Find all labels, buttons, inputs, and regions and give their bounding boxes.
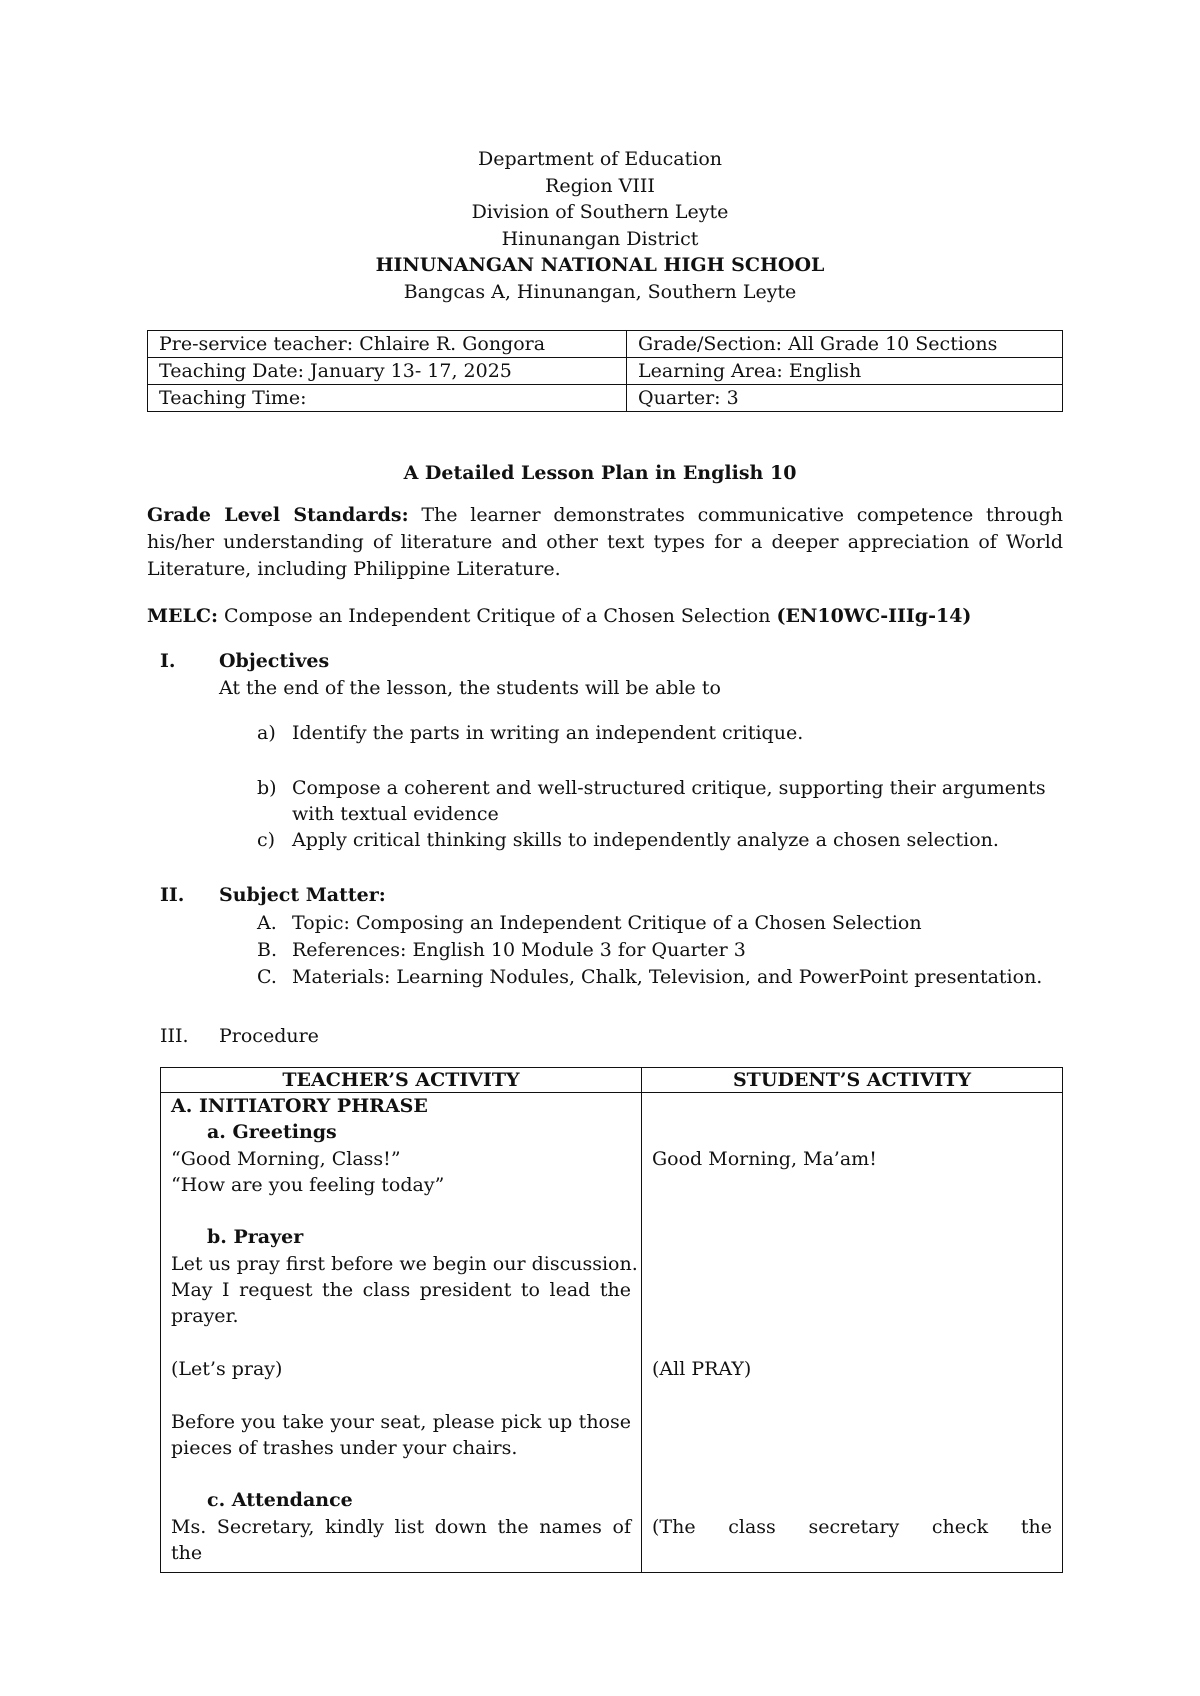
- grade-level-standards: [147, 502, 1063, 583]
- melc-code: (EN10WC-IIIg-14): [776, 605, 972, 627]
- lesson-plan-title: A Detailed Lesson Plan in English 10: [403, 462, 797, 484]
- teacher-cell: Pre-service teacher: Chlaire R. Gongora: [148, 331, 627, 358]
- subject-item-references: References: English 10 Module 3 for Quarter 3: [292, 939, 746, 961]
- grade-section-cell: Grade/Section: All Grade 10 Sections: [627, 331, 1063, 358]
- seat-instruction: pieces of trashes under your chairs.: [171, 1436, 518, 1459]
- district-name: Hinunangan District: [501, 227, 699, 250]
- initiatory-phase-heading: A. INITIATORY PHRASE: [171, 1095, 428, 1117]
- prayer-line: Let us pray first before we begin our discussion.: [171, 1252, 638, 1275]
- prayer-line: May I request the class president to lead the: [171, 1279, 631, 1302]
- teacher-activity-cell: [161, 1093, 642, 1573]
- objectives-intro: At the end of the lesson, the students will be able to: [219, 677, 721, 699]
- subject-item-materials: Materials: Learning Nodules, Chalk, Television, and PowerPoint presentation.: [292, 966, 1043, 988]
- attendance-heading: c. Attendance: [207, 1489, 353, 1512]
- teacher-activity-header: TEACHER’S ACTIVITY: [161, 1068, 642, 1093]
- attendance-line: Ms. Secretary, kindly list down the names of the: [171, 1515, 631, 1565]
- table-header-row: [161, 1068, 1063, 1093]
- objective-text-continued: with textual evidence: [292, 803, 499, 825]
- seat-instruction: Before you take your seat, please pick up those: [171, 1410, 631, 1433]
- objective-text: Apply critical thinking skills to independently analyze a chosen selection.: [292, 829, 999, 851]
- learning-area-cell: Learning Area: English: [627, 358, 1063, 385]
- objectives-heading: Objectives: [219, 650, 330, 672]
- letterhead: [0, 146, 1200, 305]
- objective-letter: b): [257, 777, 277, 799]
- table-row: [161, 1093, 1063, 1573]
- table-row: [148, 331, 1063, 358]
- objective-letter: a): [257, 722, 276, 744]
- teaching-time-cell: Teaching Time:: [148, 385, 627, 412]
- subject-matter-numeral: II.: [160, 884, 185, 906]
- pray-reply: (All PRAY): [652, 1357, 752, 1380]
- objectives-numeral: I.: [160, 650, 176, 672]
- subject-matter-heading: Subject Matter:: [219, 884, 386, 906]
- prayer-heading: b. Prayer: [207, 1226, 304, 1249]
- objective-text: Compose a coherent and well-structured critique, supporting their arguments: [292, 777, 1046, 799]
- melc-text: Compose an Independent Critique of a Chosen Selection: [218, 605, 777, 627]
- objective-letter: c): [257, 829, 276, 851]
- standards-label: Grade Level Standards:: [147, 504, 409, 526]
- table-row: [148, 385, 1063, 412]
- teaching-date-cell: Teaching Date: January 13- 17, 2025: [148, 358, 627, 385]
- prayer-line: prayer.: [171, 1305, 239, 1328]
- procedure-heading: Procedure: [219, 1025, 319, 1047]
- greetings-heading: a. Greetings: [207, 1121, 337, 1144]
- region-name: Region VIII: [545, 174, 655, 197]
- student-activity-cell: [642, 1093, 1063, 1573]
- procedure-table: [160, 1067, 1063, 1573]
- procedure-numeral: III.: [160, 1025, 189, 1047]
- teacher-info-table: [147, 330, 1063, 412]
- subject-letter: A.: [257, 912, 277, 934]
- subject-letter: C.: [257, 966, 277, 988]
- greeting-line: “How are you feeling today”: [171, 1173, 445, 1196]
- greeting-reply: Good Morning, Ma’am!: [652, 1147, 877, 1170]
- standards-text: The learner demonstrates communicative competence through his/her understanding of literature and other text types for a deeper appreciation of World Literature, including Philippine Literature.: [147, 504, 1063, 580]
- student-activity-header: STUDENT’S ACTIVITY: [642, 1068, 1063, 1093]
- table-row: [148, 358, 1063, 385]
- department-name: Department of Education: [478, 148, 722, 170]
- greeting-line: “Good Morning, Class!”: [171, 1147, 401, 1170]
- school-name: HINUNANGAN NATIONAL HIGH SCHOOL: [375, 254, 825, 276]
- attendance-reply: (The class secretary check the: [652, 1515, 1052, 1538]
- school-address: Bangcas A, Hinunangan, Southern Leyte: [403, 280, 797, 303]
- division-name: Division of Southern Leyte: [471, 201, 729, 223]
- objective-text: Identify the parts in writing an independent critique.: [292, 722, 804, 744]
- pray-instruction: (Let’s pray): [171, 1357, 283, 1380]
- subject-item-topic: Topic: Composing an Independent Critique of a Chosen Selection: [292, 912, 922, 934]
- quarter-cell: Quarter: 3: [627, 385, 1063, 412]
- melc: [147, 603, 1063, 630]
- melc-label: MELC:: [147, 605, 219, 627]
- subject-letter: B.: [257, 939, 278, 961]
